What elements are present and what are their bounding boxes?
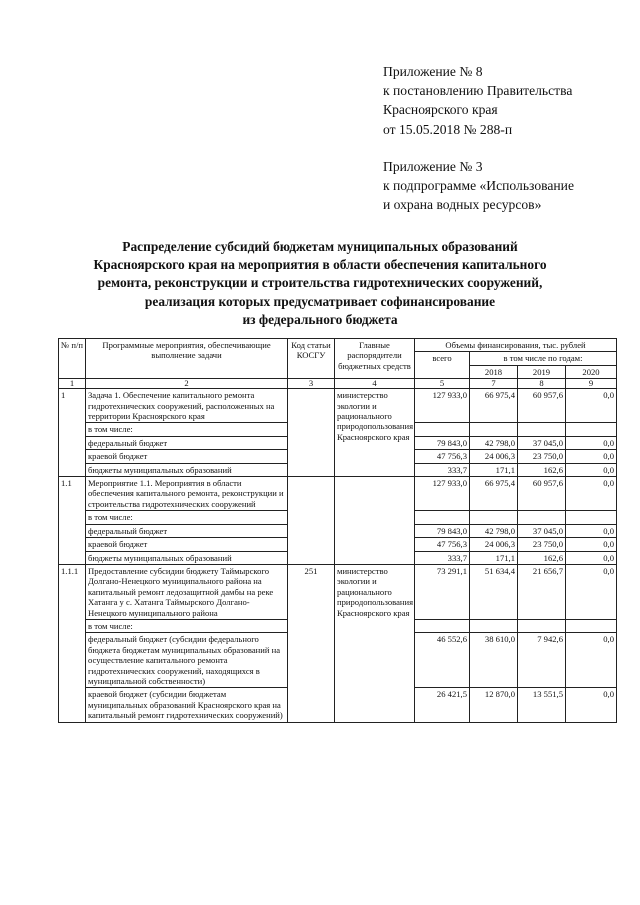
empty-cell <box>470 423 518 436</box>
incl-label: в том числе: <box>86 619 288 632</box>
empty-cell <box>518 423 566 436</box>
appendix-3-line: к подпрограмме «Использование <box>383 178 574 194</box>
column-number: 2 <box>86 379 288 389</box>
appendix-8-line: Красноярского края <box>383 102 498 118</box>
amount-cell: 47 756,3 <box>415 450 470 463</box>
amount-cell: 26 421,5 <box>415 688 470 722</box>
amount-cell: 127 933,0 <box>415 477 470 511</box>
budget-label: федеральный бюджет <box>86 524 288 537</box>
amount-cell: 0,0 <box>566 538 617 551</box>
admin-cell <box>335 477 415 565</box>
amount-cell: 162,6 <box>518 463 566 476</box>
column-number: 1 <box>59 379 86 389</box>
appendix-8-line: к постановлению Правительства <box>383 83 573 99</box>
title-line: Распределение субсидий бюджетам муниципальных образований <box>122 239 518 254</box>
header-year: 2020 <box>566 365 617 378</box>
amount-cell: 162,6 <box>518 551 566 564</box>
amount-cell: 127 933,0 <box>415 389 470 423</box>
amount-cell: 66 975,4 <box>470 477 518 511</box>
header-by-years: в том числе по годам: <box>470 352 617 365</box>
appendix-3-line: и охрана водных ресурсов» <box>383 197 542 213</box>
amount-cell: 23 750,0 <box>518 538 566 551</box>
header-total: всего <box>415 352 470 379</box>
amount-cell: 42 798,0 <box>470 524 518 537</box>
header-year: 2018 <box>470 365 518 378</box>
amount-cell: 23 750,0 <box>518 450 566 463</box>
amount-cell: 66 975,4 <box>470 389 518 423</box>
title-line: Красноярского края на мероприятия в области обеспечения капитального <box>93 257 547 273</box>
kosgu-code <box>288 389 335 477</box>
amount-cell: 333,7 <box>415 463 470 476</box>
row-num: 1.1 <box>59 477 86 565</box>
amount-cell: 47 756,3 <box>415 538 470 551</box>
header-measures: Программные мероприятия, обеспечивающие выполнение задачи <box>86 339 288 379</box>
amount-cell: 0,0 <box>566 463 617 476</box>
empty-cell <box>518 511 566 524</box>
subsidy-table <box>58 338 617 723</box>
amount-cell: 24 006,3 <box>470 538 518 551</box>
column-number: 4 <box>335 379 415 389</box>
amount-cell: 79 843,0 <box>415 436 470 449</box>
column-number: 7 <box>470 379 518 389</box>
appendix-8-line: Приложение № 8 <box>383 64 483 79</box>
row-num: 1.1.1 <box>59 564 86 722</box>
amount-cell: 37 045,0 <box>518 524 566 537</box>
appendix-8-line: от 15.05.2018 № 288-п <box>383 121 513 137</box>
column-number: 5 <box>415 379 470 389</box>
section-row <box>59 389 617 423</box>
amount-cell: 171,1 <box>470 551 518 564</box>
title-line: ремонта, реконструкции и строительства гидротехнических сооружений, <box>97 275 543 291</box>
column-number: 3 <box>288 379 335 389</box>
amount-cell: 0,0 <box>566 524 617 537</box>
amount-cell: 51 634,4 <box>470 564 518 619</box>
budget-label: федеральный бюджет (субсидии федерального бюджета бюджетам муниципальных образований на осуществление капитального ремонта гидротехнических сооружений, находящихся в муниципальной собственности) <box>86 633 288 688</box>
budget-label: бюджеты муниципальных образований <box>86 463 288 476</box>
amount-cell: 0,0 <box>566 389 617 423</box>
amount-cell: 60 957,6 <box>518 389 566 423</box>
empty-cell <box>566 511 617 524</box>
section-row <box>59 477 617 511</box>
column-number: 9 <box>566 379 617 389</box>
header-admins: Главные распорядители бюджетных средств <box>335 339 415 379</box>
admin-cell: министерство экологии и рационального природопользования Красноярского края <box>335 564 415 722</box>
title-line: из федерального бюджета <box>242 311 398 327</box>
incl-label: в том числе: <box>86 423 288 436</box>
amount-cell: 21 656,7 <box>518 564 566 619</box>
empty-cell <box>415 511 470 524</box>
amount-cell: 0,0 <box>566 633 617 688</box>
budget-label: федеральный бюджет <box>86 436 288 449</box>
measure-title: Задача 1. Обеспечение капитального ремонта гидротехнических сооружений, расположенных на территории Красноярского края <box>86 389 288 423</box>
empty-cell <box>470 619 518 632</box>
empty-cell <box>415 423 470 436</box>
amount-cell: 42 798,0 <box>470 436 518 449</box>
appendix-3-line: Приложение № 3 <box>383 158 483 174</box>
amount-cell: 13 551,5 <box>518 688 566 722</box>
header-year: 2019 <box>518 365 566 378</box>
admin-cell: министерство экологии и рационального природопользования Красноярского края <box>335 389 415 477</box>
amount-cell: 0,0 <box>566 564 617 619</box>
empty-cell <box>415 619 470 632</box>
row-num: 1 <box>59 389 86 477</box>
empty-cell <box>566 423 617 436</box>
measure-title: Мероприятие 1.1. Мероприятия в области обеспечения капитального ремонта, реконструкции и строительства гидротехнических сооружений <box>86 477 288 511</box>
amount-cell: 0,0 <box>566 450 617 463</box>
amount-cell: 7 942,6 <box>518 633 566 688</box>
empty-cell <box>470 511 518 524</box>
empty-cell <box>518 619 566 632</box>
header-num: № п/п <box>59 339 86 379</box>
kosgu-code <box>288 477 335 565</box>
amount-cell: 46 552,6 <box>415 633 470 688</box>
amount-cell: 79 843,0 <box>415 524 470 537</box>
document-title <box>40 238 600 329</box>
amount-cell: 60 957,6 <box>518 477 566 511</box>
section-row <box>59 564 617 619</box>
appendix-8-block <box>383 62 574 214</box>
header-volumes: Объемы финансирования, тыс. рублей <box>415 339 617 352</box>
amount-cell: 37 045,0 <box>518 436 566 449</box>
amount-cell: 73 291,1 <box>415 564 470 619</box>
header-kosgu: Код статьи КОСГУ <box>288 339 335 379</box>
budget-label: бюджеты муниципальных образований <box>86 551 288 564</box>
column-number: 8 <box>518 379 566 389</box>
amount-cell: 333,7 <box>415 551 470 564</box>
budget-label: краевой бюджет (субсидии бюджетам муниципальных образований Красноярского края на капитальный ремонт гидротехнических сооружений) <box>86 688 288 722</box>
amount-cell: 171,1 <box>470 463 518 476</box>
budget-label: краевой бюджет <box>86 450 288 463</box>
amount-cell: 12 870,0 <box>470 688 518 722</box>
amount-cell: 0,0 <box>566 477 617 511</box>
amount-cell: 0,0 <box>566 688 617 722</box>
amount-cell: 24 006,3 <box>470 450 518 463</box>
title-line: реализация которых предусматривает софинансирование <box>144 293 496 309</box>
measure-title: Предоставление субсидии бюджету Таймырского Долгано-Ненецкого муниципального района на капитальный ремонт ледозащитной дамбы на реке Хатанга у с. Хатанга Таймырского Долгано-Ненецкого муниципального района <box>86 564 288 619</box>
amount-cell: 0,0 <box>566 436 617 449</box>
kosgu-code: 251 <box>288 564 335 722</box>
amount-cell: 0,0 <box>566 551 617 564</box>
amount-cell: 38 610,0 <box>470 633 518 688</box>
incl-label: в том числе: <box>86 511 288 524</box>
empty-cell <box>566 619 617 632</box>
budget-label: краевой бюджет <box>86 538 288 551</box>
